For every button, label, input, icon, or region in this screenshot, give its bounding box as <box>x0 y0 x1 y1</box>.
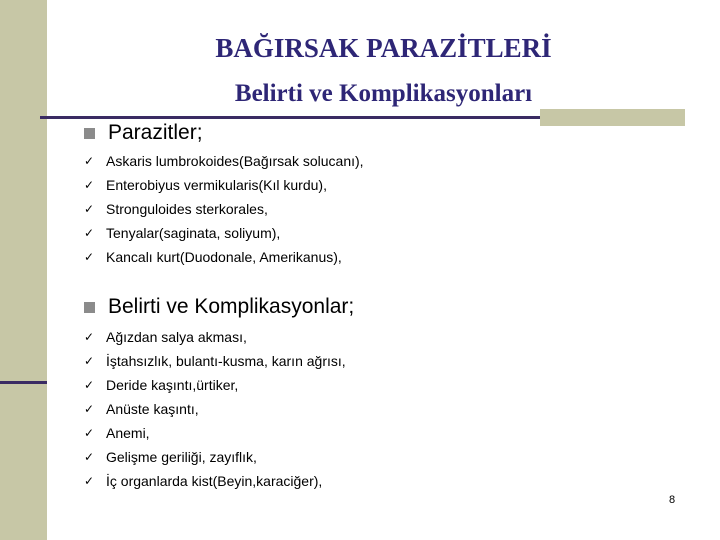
slide-title <box>47 30 720 112</box>
parasite-list <box>84 149 364 269</box>
checkmark-icon: ✓ <box>84 202 95 216</box>
list-item <box>84 197 364 221</box>
list-item-text: Askaris lumbrokoides(Bağırsak solucanı), <box>106 153 364 169</box>
list-item <box>84 469 354 493</box>
checkmark-icon: ✓ <box>84 250 95 264</box>
list-item-text: İç organlarda kist(Beyin,karaciğer), <box>106 473 323 489</box>
list-item <box>84 397 354 421</box>
title-accent-box <box>540 109 685 126</box>
list-item-text: Ağızdan salya akması, <box>106 329 247 345</box>
checkmark-icon: ✓ <box>84 154 95 168</box>
list-item <box>84 373 354 397</box>
square-bullet-icon <box>84 128 95 139</box>
list-item <box>84 421 354 445</box>
left-accent-line <box>0 381 47 384</box>
checkmark-icon: ✓ <box>84 450 95 464</box>
list-item-text: İştahsızlık, bulantı-kusma, karın ağrısı, <box>106 353 346 369</box>
section-parasites <box>84 121 364 269</box>
checkmark-icon: ✓ <box>84 378 95 392</box>
list-item <box>84 349 354 373</box>
list-item-text: Tenyalar(saginata, soliyum), <box>106 225 281 241</box>
checkmark-icon: ✓ <box>84 226 95 240</box>
list-item-text: Anemi, <box>106 425 150 441</box>
section-heading-text: Parazitler; <box>108 121 203 144</box>
checkmark-icon: ✓ <box>84 354 95 368</box>
list-item-text: Deride kaşıntı,ürtiker, <box>106 377 239 393</box>
list-item-text: Gelişme geriliği, zayıflık, <box>106 449 257 465</box>
page-number: 8 <box>669 494 676 506</box>
list-item <box>84 221 364 245</box>
list-item-text: Anüste kaşıntı, <box>106 401 199 417</box>
section-heading <box>84 121 364 145</box>
title-line-2: Belirti ve Komplikasyonları <box>234 80 533 107</box>
checkmark-icon: ✓ <box>84 474 95 488</box>
left-accent-bar <box>0 0 47 540</box>
checkmark-icon: ✓ <box>84 402 95 416</box>
list-item <box>84 149 364 173</box>
list-item <box>84 173 364 197</box>
section-heading-text: Belirti ve Komplikasyonlar; <box>108 295 355 318</box>
checkmark-icon: ✓ <box>84 426 95 440</box>
list-item-text: Stronguloides sterkorales, <box>106 201 268 217</box>
checkmark-icon: ✓ <box>84 178 95 192</box>
list-item-text: Kancalı kurt(Duodonale, Amerikanus), <box>106 249 342 265</box>
title-line-1: BAĞIRSAK PARAZİTLERİ <box>215 33 552 63</box>
symptom-list <box>84 325 354 493</box>
list-item-text: Enterobiyus vermikularis(Kıl kurdu), <box>106 177 327 193</box>
square-bullet-icon <box>84 302 95 313</box>
section-heading <box>84 295 354 319</box>
list-item <box>84 445 354 469</box>
list-item <box>84 325 354 349</box>
list-item <box>84 245 364 269</box>
checkmark-icon: ✓ <box>84 330 95 344</box>
section-symptoms <box>84 295 354 493</box>
